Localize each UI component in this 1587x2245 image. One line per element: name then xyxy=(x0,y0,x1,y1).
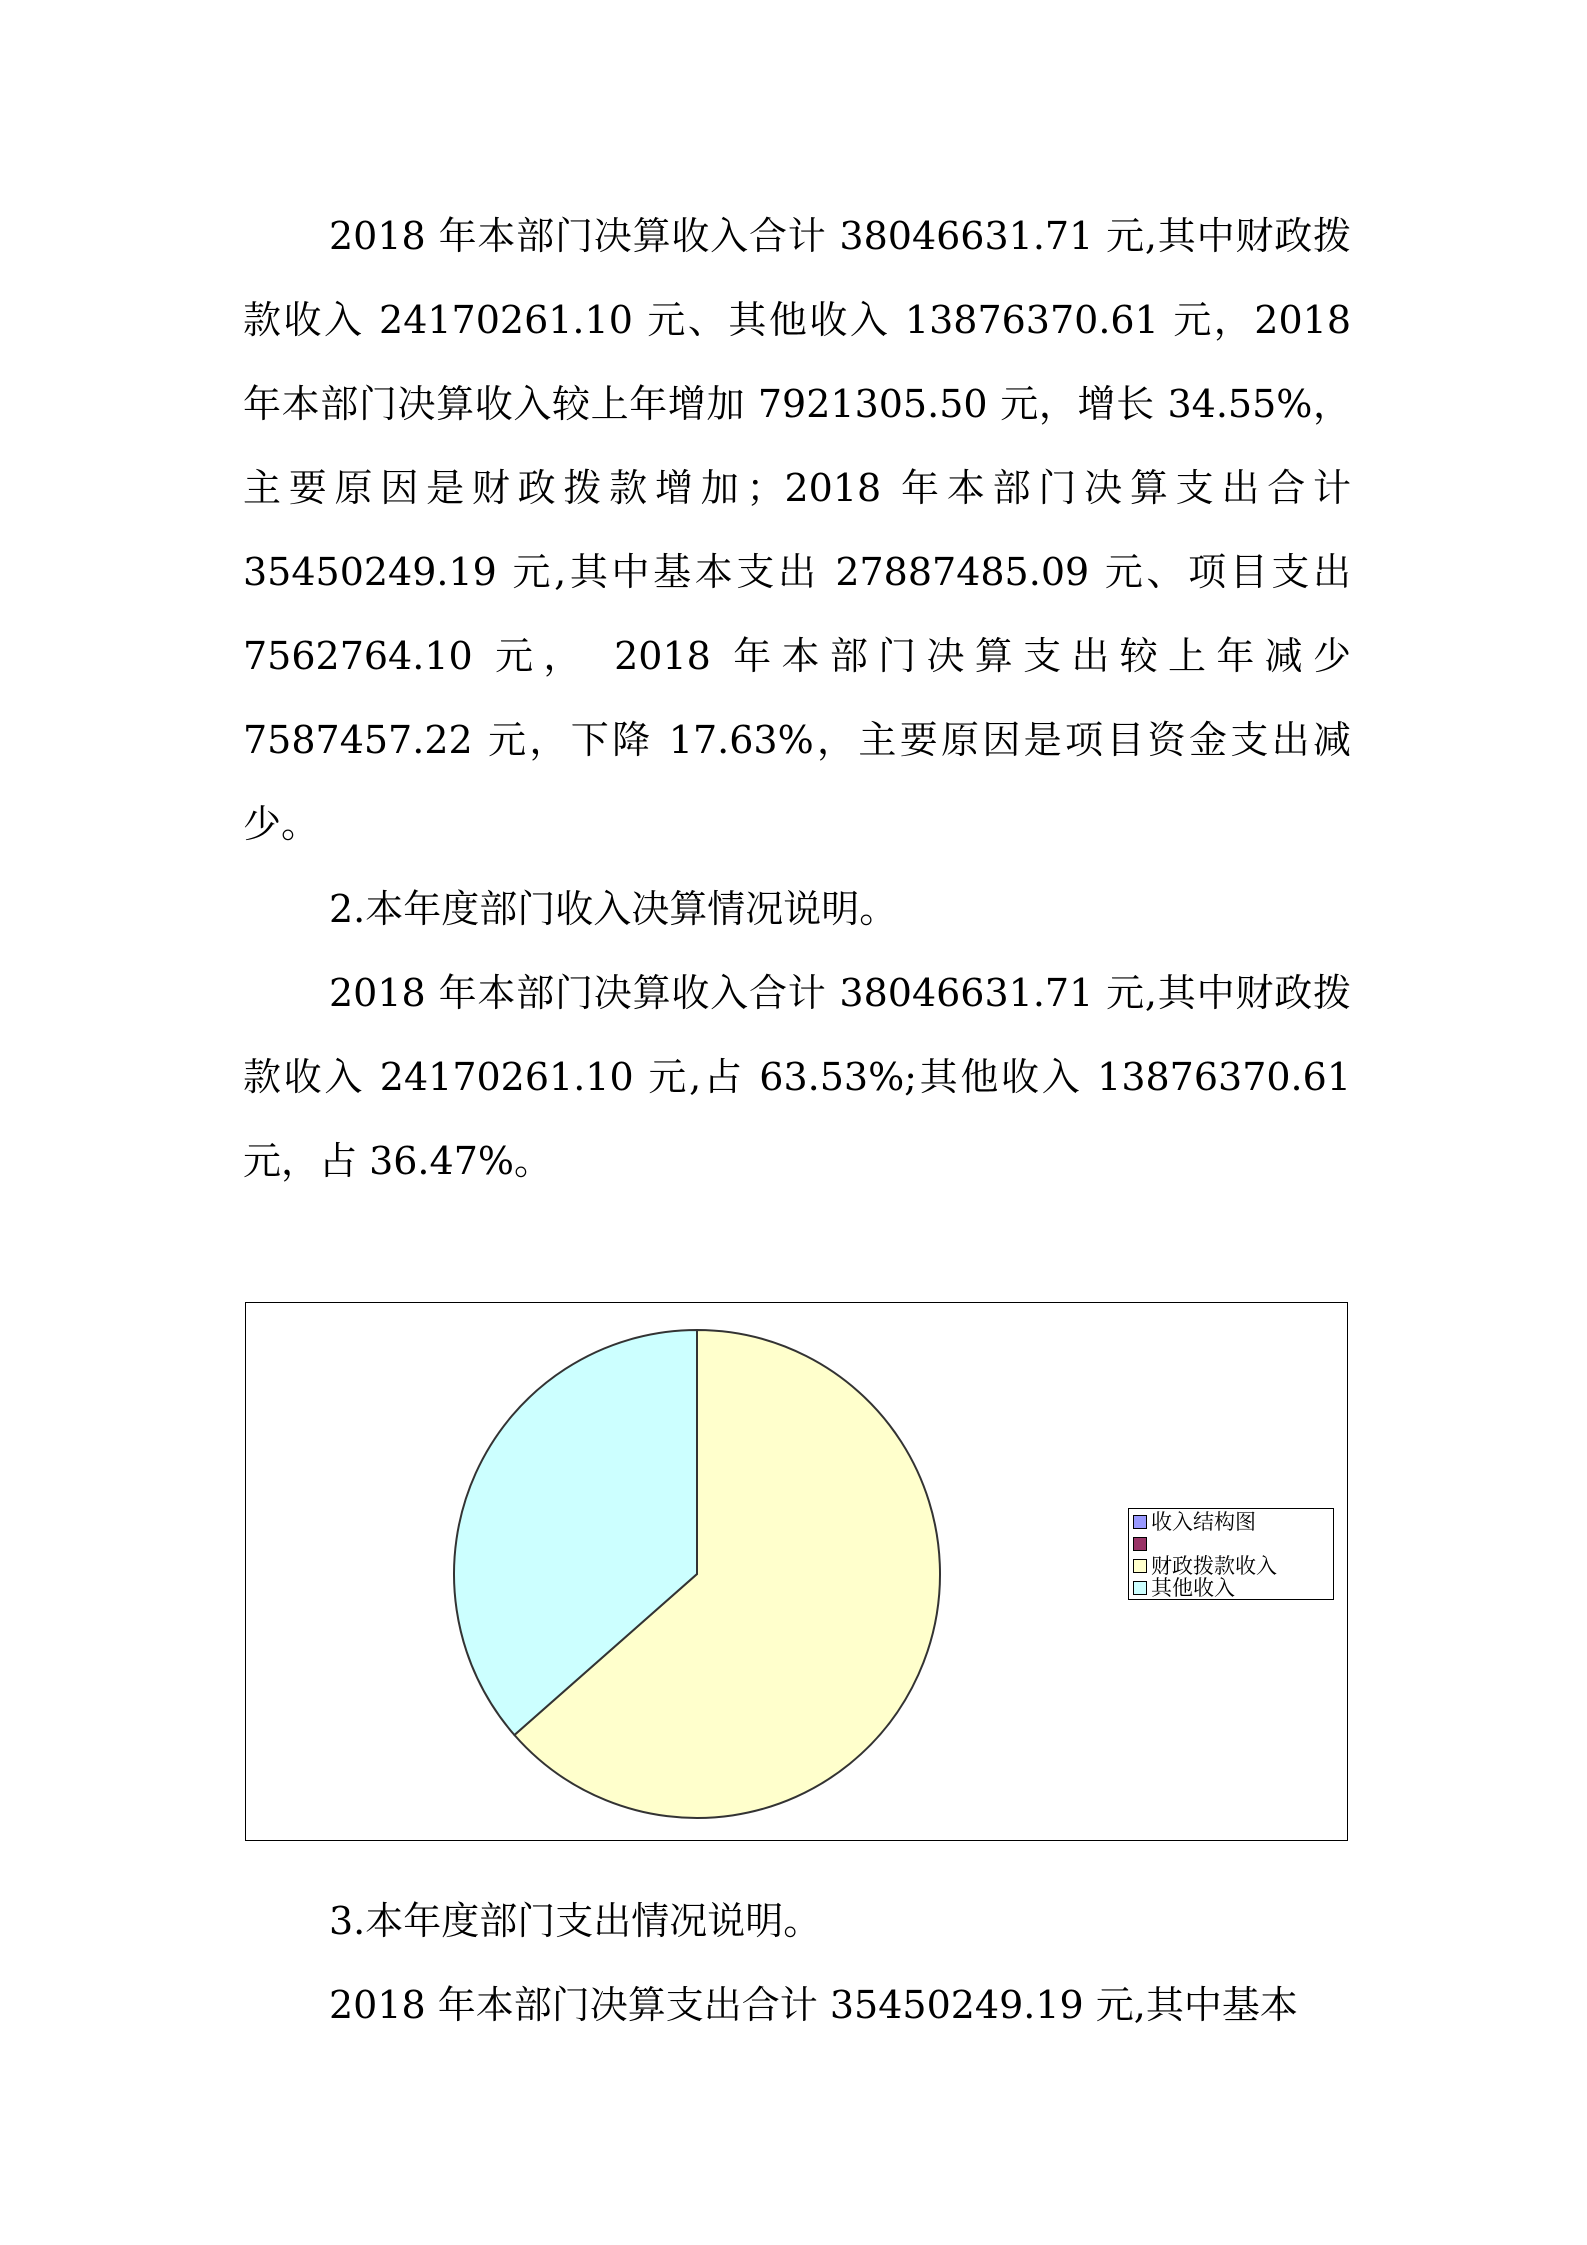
expense-detail-paragraph: 2018 年本部门决算支出合计 35450249.19 元,其中基本 xyxy=(329,1983,1298,2027)
chart-legend xyxy=(1128,1508,1334,1600)
legend-label: 财政拨款收入 xyxy=(1151,1554,1277,1578)
expense-section-heading: 3.本年度部门支出情况说明。 xyxy=(329,1899,822,1943)
legend-item xyxy=(1133,1577,1329,1599)
legend-swatch xyxy=(1133,1559,1147,1573)
legend-swatch xyxy=(1133,1515,1147,1529)
legend-item xyxy=(1133,1511,1329,1533)
legend-label: 其他收入 xyxy=(1151,1576,1235,1600)
income-section-heading: 2.本年度部门收入决算情况说明。 xyxy=(329,887,898,931)
legend-item xyxy=(1133,1533,1329,1555)
income-detail-paragraph: 2018 年本部门决算收入合计 38046631.71 元,其中财政拨款收入 24170261.10 元,占 63.53%;其他收入 13876370.61 元，占 36.47%。 xyxy=(243,971,1351,1183)
income-structure-pie-chart xyxy=(245,1302,1348,1841)
legend-item xyxy=(1133,1555,1329,1577)
legend-swatch xyxy=(1133,1581,1147,1595)
legend-swatch xyxy=(1133,1537,1147,1551)
legend-label: 收入结构图 xyxy=(1151,1510,1256,1534)
income-expense-summary-paragraph: 2018 年本部门决算收入合计 38046631.71 元,其中财政拨款收入 24170261.10 元、其他收入 13876370.61 元，2018 年本部门决算收入较上年增加 7921305.50 元，增长 34.55%，主要原因是财政拨款增加；2018 年本部门决算支出合计 35450249.19 元,其中基本支出 27887485.09 元、项目支出 7562764.10 元， 2018 年本部门决算支出较上年减少 7587457.22 元，下降 17.63%，主要原因是项目资金支出减少。 xyxy=(243,214,1351,846)
